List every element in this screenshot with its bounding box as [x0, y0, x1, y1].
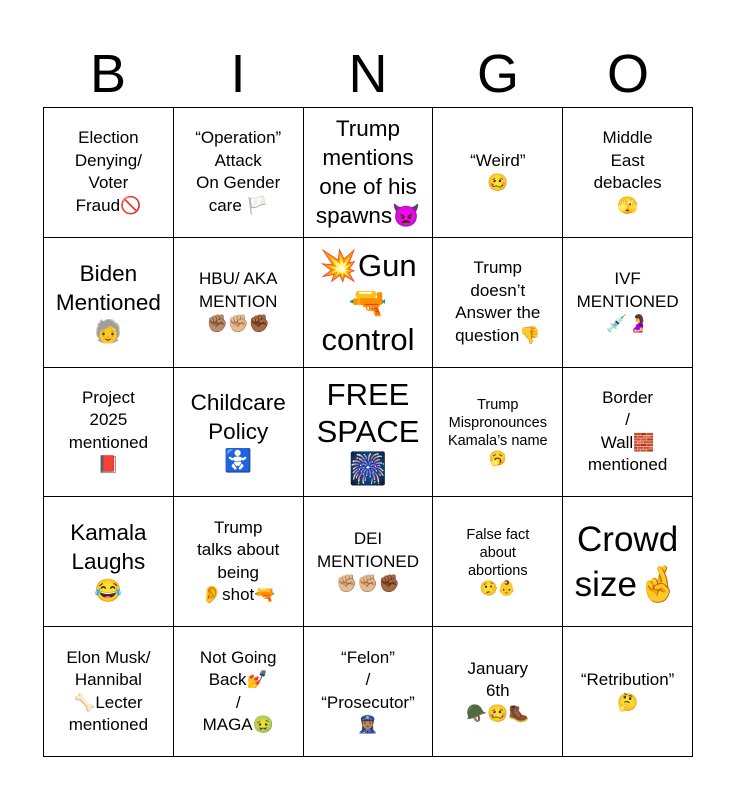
cell-text: Trump doesn’t Answer the question👎 [455, 258, 541, 345]
bingo-cell-r3c1[interactable] [44, 368, 174, 498]
cell-text: FREE SPACE 🎆 [316, 377, 420, 487]
bingo-cell-r2c1[interactable] [44, 238, 174, 368]
cell-text: “Weird” 🥴 [470, 150, 526, 193]
bingo-cell-r5c5[interactable] [563, 627, 693, 757]
cell-text: Childcare Policy 🚼 [190, 390, 286, 474]
bingo-cell-r1c5[interactable] [563, 108, 693, 238]
cell-text: Elon Musk/ Hannibal 🦴Lecter mentioned [66, 647, 151, 735]
header-letter-g: G [476, 44, 519, 104]
bingo-cell-r1c4[interactable] [433, 108, 563, 238]
bingo-card-grid [43, 107, 693, 757]
cell-text: Trump talks about being 👂shot🔫 [197, 517, 280, 605]
cell-text: HBU/ AKA MENTION ✊🏽✊🏼✊🏾 [198, 269, 278, 334]
bingo-cell-r2c3[interactable] [304, 238, 434, 368]
bingo-cell-r5c3[interactable] [304, 627, 434, 757]
cell-text: 💥Gun 🔫 control [319, 247, 417, 357]
bingo-cell-r2c2[interactable] [174, 238, 304, 368]
header-letter-n: N [348, 44, 388, 104]
cell-text: Not Going Back💅 / MAGA🤢 [199, 647, 277, 735]
header-letter-b: B [89, 44, 127, 104]
bingo-cell-r1c1[interactable] [44, 108, 174, 238]
bingo-header [43, 44, 693, 104]
cell-text: Middle East debacles 🫣 [593, 128, 662, 215]
cell-text: Kamala Laughs 😂 [70, 520, 147, 604]
cell-text: “Operation” Attack On Gender care 🏳️ [195, 128, 282, 215]
bingo-cell-r1c3[interactable] [304, 108, 434, 238]
cell-text: “Felon” / “Prosecutor” 👮🏽‍♀️ [321, 647, 415, 735]
bingo-cell-r4c5[interactable] [563, 497, 693, 627]
bingo-cell-r1c2[interactable] [174, 108, 304, 238]
cell-text: Trump Mispronounces Kamala’s name 🥱 [447, 396, 548, 467]
bingo-cell-r4c1[interactable] [44, 497, 174, 627]
bingo-cell-r3c5[interactable] [563, 368, 693, 498]
bingo-cell-r3c4[interactable] [433, 368, 563, 498]
bingo-cell-free-space[interactable] [304, 368, 434, 498]
header-letter-o: O [606, 44, 649, 104]
cell-text: IVF MENTIONED 💉🤰 [576, 269, 679, 334]
bingo-cell-r2c4[interactable] [433, 238, 563, 368]
cell-text: Crowd size🤞 [574, 519, 681, 604]
bingo-cell-r5c2[interactable] [174, 627, 304, 757]
cell-text: Election Denying/ Voter Fraud🚫 [74, 128, 142, 215]
bingo-cell-r4c2[interactable] [174, 497, 304, 627]
cell-text: Project 2025 mentioned 📕 [68, 387, 149, 475]
cell-text: Border / Wall🧱 mentioned [587, 387, 668, 475]
cell-text: Trump mentions one of his spawns👿 [315, 116, 421, 229]
cell-text: Biden Mentioned 🧓 [55, 260, 161, 344]
bingo-cell-r3c2[interactable] [174, 368, 304, 498]
cell-text: False fact about abortions 🤥👶 [466, 526, 530, 597]
bingo-cell-r2c5[interactable] [563, 238, 693, 368]
bingo-cell-r4c4[interactable] [433, 497, 563, 627]
cell-text: January 6th 🪖🥴🥾 [466, 658, 530, 723]
header-letter-i: I [230, 44, 246, 104]
cell-text: DEI MENTIONED ✊🏼✊🏼✊🏾 [316, 529, 419, 594]
bingo-cell-r4c3[interactable] [304, 497, 434, 627]
cell-text: “Retribution” 🤔 [580, 670, 675, 712]
bingo-cell-r5c1[interactable] [44, 627, 174, 757]
bingo-cell-r5c4[interactable] [433, 627, 563, 757]
